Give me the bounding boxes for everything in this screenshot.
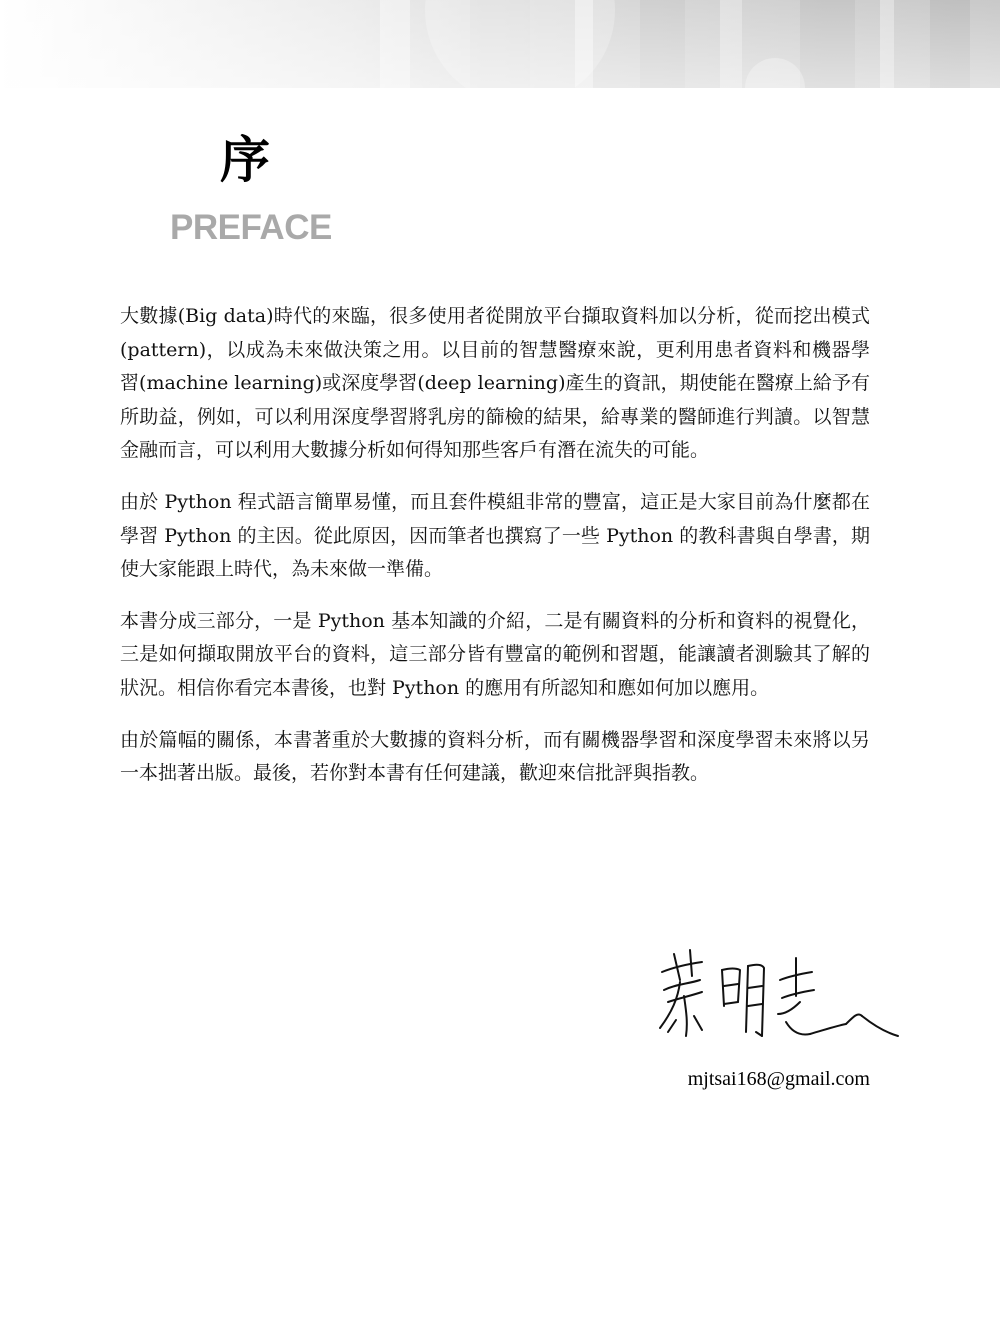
paragraph-4: 由於篇幅的關係，本書著重於大數據的資料分析，而有關機器學習和深度學習未來將以另一本拙著出版。最後，若你對本書有任何建議，歡迎來信批評與指教。 (120, 728, 870, 785)
header-decoration (0, 0, 1000, 88)
contact-email: mjtsai168@gmail.com (687, 1068, 870, 1090)
paragraph-1: 大數據(Big data)時代的來臨，很多使用者從開放平台擷取資料加以分析，從而挖出模式(pattern)，以成為未來做決策之用。以目前的智慧醫療來說，更利用患者資料和機器學習(machine learning)或深度學習(deep learning)產生的資訊，期使能在醫療上給予有所助益，例如，可以利用深度學習將乳房的篩檢的結果，給專業的醫師進行判讀。以智慧金融而言，可以利用大數據分析如何得知那些客戶有潛在流失的可能。 (120, 305, 870, 462)
handwritten-signature (650, 940, 905, 1050)
paragraph-2: 由於 Python 程式語言簡單易懂，而且套件模組非常的豐富，這正是大家目前為什麼都在學習 Python 的主因。從此原因，因而筆者也撰寫了一些 Python 的教科書與自學書，期使大家能跟上時代，為未來做一準備。 (120, 490, 870, 581)
page-subtitle: PREFACE (170, 208, 332, 247)
paragraph-3: 本書分成三部分，一是 Python 基本知識的介紹，二是有關資料的分析和資料的視覺化，三是如何擷取開放平台的資料，這三部分皆有豐富的範例和習題，能讓讀者測驗其了解的狀況。相信你看完本書後，也對 Python 的應用有所認知和應如何加以應用。 (120, 609, 870, 699)
preface-body (120, 300, 870, 809)
page-title: 序 (220, 131, 270, 189)
